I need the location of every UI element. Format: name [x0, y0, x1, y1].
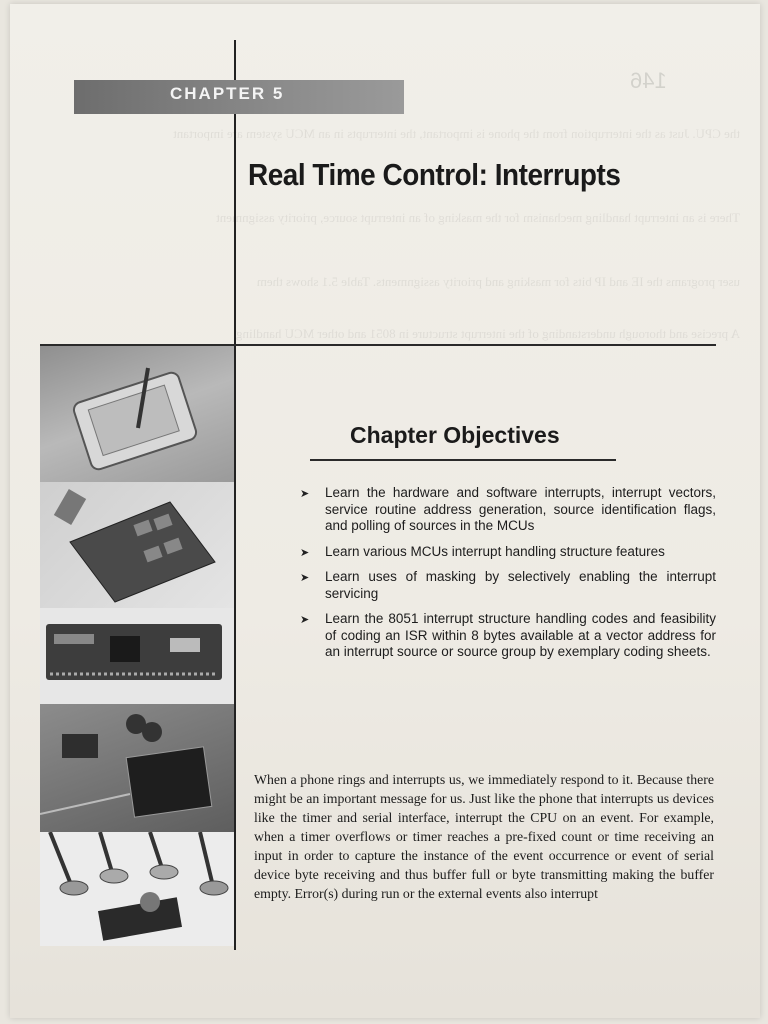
show-through-text: the CPU. Just as the interruption from the phone is important, the interrupts in an MCU system are important	[173, 126, 740, 141]
arrow-bullet-icon: ➤	[300, 614, 310, 626]
photo-relay-board	[40, 482, 234, 608]
photo-column	[40, 346, 234, 946]
show-through-text: There is an interrupt handling mechanism for the masking of an interrupt source, priority assignment	[216, 210, 740, 225]
arrow-bullet-icon: ➤	[300, 488, 310, 500]
arrow-bullet-icon: ➤	[300, 546, 310, 559]
show-through-text: user programs the IE and IP bits for masking and priority assignments. Table 5.1 shows them	[256, 274, 740, 289]
objective-item	[292, 611, 716, 661]
show-through-text: A precise and thorough understanding of the interrupt structure in 8051 and other MCU handling	[235, 326, 740, 341]
photo-pda-stylus	[40, 346, 234, 482]
objective-item	[292, 569, 716, 602]
photo-sensors	[40, 832, 234, 946]
objective-text: Learn various MCUs interrupt handling structure features	[325, 543, 665, 559]
chapter-label: CHAPTER 5	[170, 84, 285, 103]
objectives-underline	[310, 459, 616, 461]
photo-pcb-chips	[40, 704, 234, 832]
body-paragraph: When a phone rings and interrupts us, we immediately respond to it. Because there might be an important message for us. Just like the phone that interrupts us devices like the timer and serial interface, interrupt the CPU on an event. For example, when a timer overflows or timer reaches a pre-fixed count or time receiving an input in order to capture the instance of the event occurrence or event of serial device byte receiving and thus buffer full or byte transmitting making the buffer empty. Error(s) during run or the external events also interrupt	[254, 772, 714, 901]
photo-dev-board	[40, 608, 234, 704]
objective-item	[292, 485, 716, 535]
book-page	[10, 4, 760, 1018]
objectives-list	[292, 485, 716, 670]
objective-text: Learn the hardware and software interrupts, interrupt vectors, service routine address generation, source identification flags, and polling of sources in the MCUs	[325, 485, 716, 533]
objective-text: Learn the 8051 interrupt structure handling codes and feasibility of coding an ISR within 8 bytes available at a vector address for an interrupt source or source group by exemplary coding sheets.	[325, 611, 716, 659]
chapter-title: Real Time Control: Interrupts	[248, 157, 621, 192]
objective-text: Learn uses of masking by selectively enabling the interrupt servicing	[325, 569, 716, 601]
objectives-heading: Chapter Objectives	[350, 422, 560, 448]
show-through-page-number: 146	[630, 68, 667, 93]
arrow-bullet-icon: ➤	[300, 572, 310, 584]
objective-item	[292, 544, 716, 561]
margin-vertical-rule	[234, 40, 236, 950]
